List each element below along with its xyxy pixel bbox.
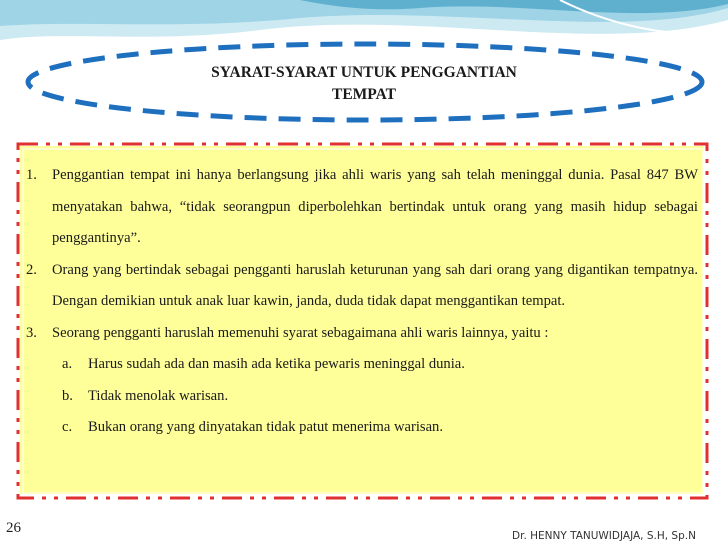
sub-list-item <box>26 412 698 444</box>
sub-item-letter: b. <box>62 387 73 404</box>
footer-author: Dr. HENNY TANUWIDJAJA, S.H, Sp.N <box>512 530 696 542</box>
sub-item-text: Harus sudah ada dan masih ada ketika pewaris meninggal dunia. <box>88 356 465 372</box>
sub-list-item <box>26 381 698 413</box>
slide-number: 26 <box>6 520 21 536</box>
sub-item-letter: a. <box>62 356 73 372</box>
sub-item-text: Tidak menolak warisan. <box>88 387 229 404</box>
list-item-text: Orang yang bertindak sebagai pengganti haruslah keturunan yang sah dari orang yang digantikan tempatnya. Dengan demikian untuk anak luar kawin, janda, duda tidak dapat menggantikan tempat. <box>52 261 698 309</box>
content-list <box>26 160 698 444</box>
list-item-number: 1. <box>26 167 37 183</box>
list-item-text: Penggantian tempat ini hanya berlangsung jika ahli waris yang sah telah meninggal dunia. Pasal 847 BW menyatakan bahwa, “tidak seorangpun diperbolehkan bertindak untuk orang yang masih hidup sebagai penggantinya”. <box>52 167 698 246</box>
list-item <box>26 160 698 255</box>
list-item-number: 2. <box>26 261 37 278</box>
list-item-text: Seorang pengganti haruslah memenuhi syarat sebagaimana ahli waris lainnya, yaitu : <box>52 324 549 341</box>
sub-item-text: Bukan orang yang dinyatakan tidak patut menerima warisan. <box>88 419 444 435</box>
title-line-2: TEMPAT <box>331 86 396 103</box>
list-item-number: 3. <box>26 324 37 341</box>
sub-item-letter: c. <box>62 419 73 435</box>
list-item <box>26 318 698 350</box>
slide-title <box>0 62 728 106</box>
list-item <box>26 255 698 318</box>
title-line-1: SYARAT-SYARAT UNTUK PENGGANTIAN <box>211 64 517 81</box>
sub-list-item <box>26 349 698 381</box>
